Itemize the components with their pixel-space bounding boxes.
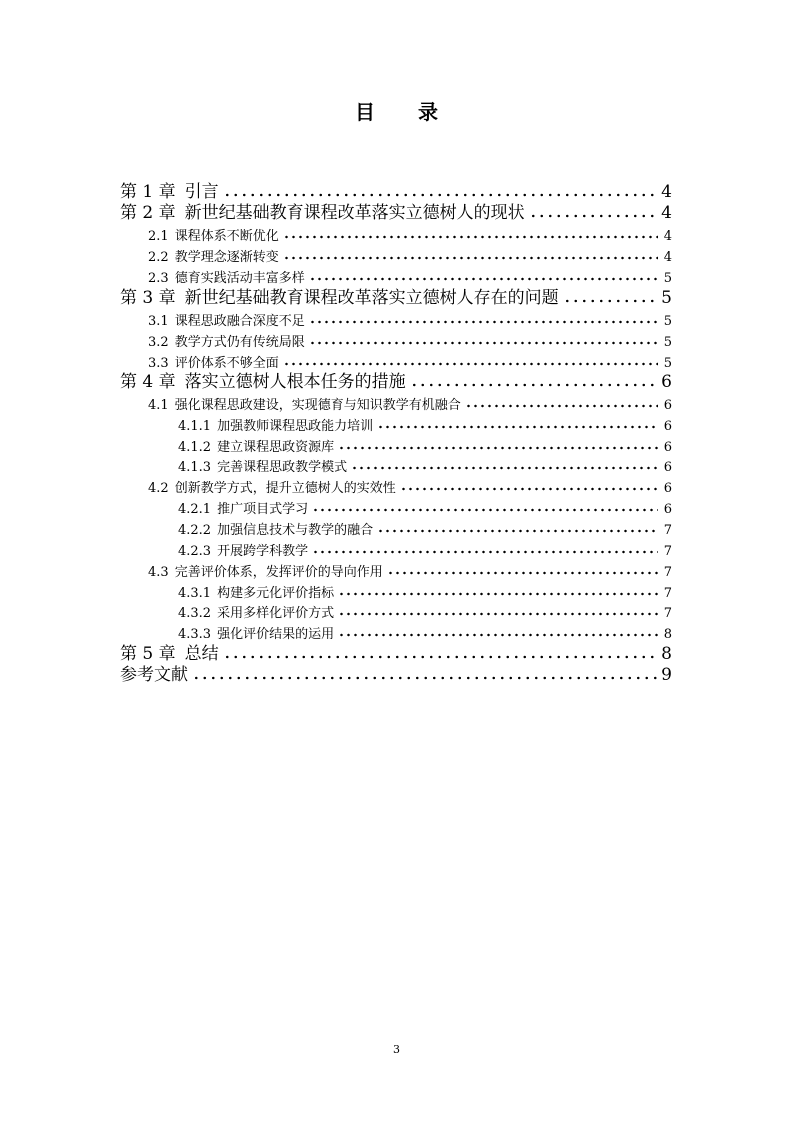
toc-entry-number: 4.2.1 bbox=[178, 502, 212, 518]
toc-entry-number: 4.1.3 bbox=[178, 460, 212, 476]
toc-entry-page: 5 bbox=[663, 334, 672, 350]
toc-entry-title: 加强信息技术与教学的融合 bbox=[217, 522, 374, 538]
toc-entry-title: 新世纪基础教育课程改革落实立德树人存在的问题 bbox=[184, 287, 559, 308]
dot-leader bbox=[283, 361, 658, 367]
toc-entry-title: 引言 bbox=[184, 181, 219, 202]
toc-entry-number: 4.1 bbox=[148, 398, 169, 413]
toc-entry[interactable] bbox=[120, 475, 672, 496]
toc-entry[interactable] bbox=[120, 559, 672, 580]
page-number: 3 bbox=[393, 1043, 400, 1056]
dot-leader bbox=[309, 340, 658, 346]
toc-entry-page: 6 bbox=[663, 481, 672, 497]
toc-entry-title: 完善评价体系，发挥评价的导向作用 bbox=[174, 564, 383, 580]
toc-entry-number: 3.1 bbox=[148, 313, 169, 329]
toc-entry-page: 5 bbox=[663, 355, 672, 371]
toc-entry-number: 4.1.2 bbox=[178, 439, 212, 455]
dot-leader bbox=[309, 276, 658, 282]
toc-entry[interactable] bbox=[120, 642, 672, 664]
toc-entry[interactable] bbox=[120, 286, 672, 308]
dot-leader bbox=[338, 591, 658, 597]
toc-entry-page: 6 bbox=[663, 418, 672, 434]
toc-entry-number: 4.3.1 bbox=[178, 585, 212, 601]
toc-title: 目 录 bbox=[355, 100, 456, 124]
dot-leader bbox=[377, 528, 658, 534]
toc-entry-title: 总结 bbox=[184, 643, 219, 664]
toc-entry-page: 5 bbox=[663, 271, 672, 286]
toc-entry-number: 4.3.2 bbox=[178, 606, 212, 622]
toc-entry[interactable] bbox=[120, 223, 672, 244]
toc-entry-title: 德育实践活动丰富多样 bbox=[174, 271, 305, 286]
toc-entry-number: 3.2 bbox=[148, 334, 169, 350]
toc-entry-number: 4.2.2 bbox=[178, 522, 212, 538]
dot-leader bbox=[529, 213, 658, 219]
toc-entry[interactable] bbox=[120, 371, 672, 393]
toc-entry-number: 第 2 章 bbox=[120, 203, 176, 223]
dot-leader bbox=[377, 424, 658, 430]
toc-entry-number: 2.2 bbox=[148, 250, 169, 265]
toc-entry-title: 构建多元化评价指标 bbox=[217, 585, 335, 601]
toc-entry-title: 课程体系不断优化 bbox=[174, 229, 279, 244]
dot-leader bbox=[387, 570, 658, 576]
toc-entry-number: 4.2 bbox=[148, 481, 169, 497]
toc-entry-number: 4.1.1 bbox=[178, 418, 212, 434]
toc-entry-page: 4 bbox=[661, 203, 672, 223]
toc-entry[interactable] bbox=[120, 517, 672, 538]
toc-entry-page: 4 bbox=[663, 229, 672, 244]
dot-leader bbox=[351, 465, 658, 471]
toc-entry-title: 开展跨学科教学 bbox=[217, 543, 309, 559]
toc-entry-title: 强化评价结果的运用 bbox=[217, 627, 335, 643]
toc-entry-title: 新世纪基础教育课程改革落实立德树人的现状 bbox=[184, 203, 525, 223]
toc-entry-page: 6 bbox=[661, 372, 672, 392]
toc-entry-number: 4.2.3 bbox=[178, 543, 212, 559]
toc-entry-title: 强化课程思政建设，实现德育与知识教学有机融合 bbox=[174, 398, 461, 413]
toc-entry-page: 6 bbox=[663, 502, 672, 518]
toc-entry-title: 采用多样化评价方式 bbox=[217, 606, 335, 622]
toc-entry-title: 完善课程思政教学模式 bbox=[217, 460, 348, 476]
toc-entry-number: 4.3 bbox=[148, 564, 169, 580]
toc-entry-page: 5 bbox=[661, 287, 672, 308]
toc-entry-page: 7 bbox=[663, 543, 672, 559]
toc-entry-page: 6 bbox=[663, 439, 672, 455]
toc-entry[interactable] bbox=[120, 308, 672, 329]
toc-entry[interactable] bbox=[120, 202, 672, 224]
toc-entry-page: 7 bbox=[663, 585, 672, 601]
table-of-contents bbox=[120, 180, 672, 685]
toc-entry-title: 参考文献 bbox=[120, 665, 188, 686]
toc-entry-title: 落实立德树人根本任务的措施 bbox=[184, 372, 406, 392]
toc-entry-title: 加强教师课程思政能力培训 bbox=[217, 418, 374, 434]
toc-entry-number: 第 5 章 bbox=[120, 643, 176, 664]
toc-entry-title: 课程思政融合深度不足 bbox=[174, 313, 305, 329]
toc-entry-page: 6 bbox=[663, 398, 672, 413]
toc-entry-number: 第 1 章 bbox=[120, 181, 176, 202]
toc-entry[interactable] bbox=[120, 434, 672, 455]
toc-entry-page: 7 bbox=[663, 564, 672, 580]
toc-entry-title: 教学方式仍有传统局限 bbox=[174, 334, 305, 350]
toc-entry-title: 建立课程思政资源库 bbox=[217, 439, 335, 455]
toc-entry-number: 2.3 bbox=[148, 271, 169, 286]
dot-leader bbox=[410, 382, 658, 388]
toc-entry-number: 第 3 章 bbox=[120, 287, 176, 308]
toc-entry-page: 4 bbox=[663, 250, 672, 265]
toc-entry[interactable] bbox=[120, 496, 672, 517]
toc-entry[interactable] bbox=[120, 244, 672, 265]
toc-entry-number: 第 4 章 bbox=[120, 372, 176, 392]
dot-leader bbox=[312, 549, 658, 555]
toc-entry[interactable] bbox=[120, 329, 672, 350]
dot-leader bbox=[338, 445, 658, 451]
toc-entry[interactable] bbox=[120, 392, 672, 413]
toc-entry-page: 4 bbox=[661, 181, 672, 202]
dot-leader bbox=[563, 298, 658, 304]
toc-entry-page: 7 bbox=[663, 522, 672, 538]
toc-entry-number: 4.3.3 bbox=[178, 627, 212, 643]
toc-entry-title: 推广项目式学习 bbox=[217, 502, 309, 518]
dot-leader bbox=[309, 319, 658, 325]
toc-entry-title: 教学理念逐渐转变 bbox=[174, 250, 279, 265]
toc-entry-page: 9 bbox=[661, 665, 672, 686]
dot-leader bbox=[312, 507, 658, 513]
toc-entry[interactable] bbox=[120, 413, 672, 434]
dot-leader bbox=[465, 403, 658, 409]
toc-entry-page: 8 bbox=[661, 643, 672, 664]
toc-entry-number: 3.3 bbox=[148, 355, 169, 371]
toc-entry[interactable] bbox=[120, 538, 672, 559]
dot-leader bbox=[223, 192, 658, 198]
dot-leader bbox=[338, 611, 658, 617]
toc-entry-page: 6 bbox=[663, 460, 672, 476]
dot-leader bbox=[192, 675, 657, 681]
dot-leader bbox=[283, 255, 658, 261]
toc-entry-page: 8 bbox=[663, 627, 672, 643]
toc-entry-title: 创新教学方式，提升立德树人的实效性 bbox=[174, 481, 396, 497]
dot-leader bbox=[400, 486, 658, 492]
toc-entry-page: 7 bbox=[663, 606, 672, 622]
dot-leader bbox=[338, 632, 658, 638]
toc-entry[interactable] bbox=[120, 580, 672, 601]
dot-leader bbox=[223, 654, 658, 660]
toc-entry[interactable] bbox=[120, 601, 672, 622]
toc-entry[interactable] bbox=[120, 455, 672, 476]
toc-entry[interactable] bbox=[120, 664, 672, 686]
toc-entry-number: 2.1 bbox=[148, 229, 169, 244]
dot-leader bbox=[283, 234, 658, 240]
toc-entry-page: 5 bbox=[663, 313, 672, 329]
toc-entry-title: 评价体系不够全面 bbox=[174, 355, 279, 371]
